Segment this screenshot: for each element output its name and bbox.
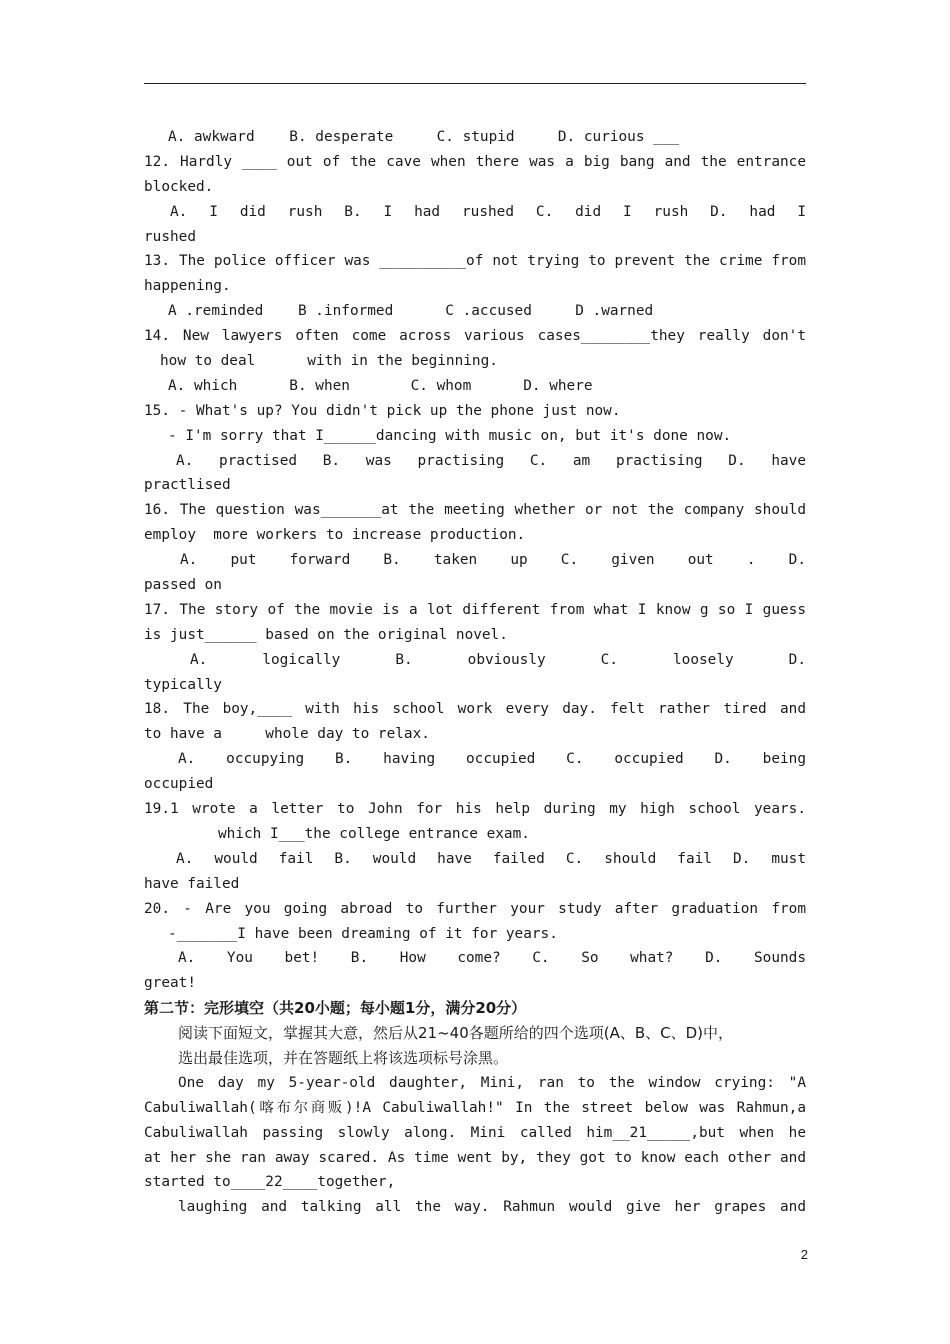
page-number: 2: [800, 1247, 808, 1262]
text-line: - I'm sorry that I______dancing with music on, but it's done now.: [168, 427, 732, 444]
text-line: One day my 5-year-old daughter, Mini, ran to the window crying: "A: [178, 1074, 806, 1091]
text-line: to have a whole day to relax.: [144, 726, 430, 743]
text-line: have failed: [144, 875, 240, 892]
text-line: 12. Hardly ____ out of the cave when there was a big bang and the entrance: [144, 153, 806, 170]
text-line: A. awkward B. desperate C. stupid D. curious ___: [168, 129, 680, 145]
text-line: at her she ran away scared. As time went by, they got to know each other and: [144, 1149, 806, 1166]
text-line: A. would fail B. would have failed C. should fail D. must: [176, 850, 806, 867]
text-line: 17. The story of the movie is a lot different from what I know g so I guess: [144, 601, 806, 618]
text-line: A. which B. when C. whom D. where: [168, 377, 593, 394]
text-line: Cabuliwallah(喀布尔商贩)!A Cabuliwallah!" In the street below was Rahmun,a: [144, 1099, 806, 1116]
text-line: 14. New lawyers often come across various cases________they really don't: [144, 328, 806, 345]
text-line: typically: [144, 676, 222, 693]
text-line: is just______ based on the original novel.: [144, 626, 508, 643]
text-line: 20. - Are you going abroad to further your study after graduation from: [144, 900, 806, 917]
text-line: 第二节：完形填空（共20小题；每小题1分，满分20分）: [144, 999, 527, 1018]
text-line: A. occupying B. having occupied C. occupied D. being: [178, 751, 806, 768]
text-line: passed on: [144, 577, 222, 594]
text-line: 15. - What's up? You didn't pick up the phone just now.: [144, 402, 621, 419]
text-line: which I___the college entrance exam.: [218, 825, 530, 842]
text-line: started to____22____together,: [144, 1174, 396, 1191]
text-line: rushed: [144, 228, 196, 245]
text-line: 16. The question was_______at the meeting whether or not the company should: [144, 502, 806, 519]
text-line: great!: [144, 975, 196, 992]
header-rule: [144, 83, 806, 84]
text-line: A. You bet! B. How come? C. So what? D. Sounds: [178, 950, 806, 967]
text-line: 13. The police officer was __________of not trying to prevent the crime from: [144, 253, 806, 270]
document-body: [144, 125, 806, 1220]
text-line: A .reminded B .informed C .accused D .warned: [168, 303, 654, 320]
text-line: 选出最佳选项，并在答题纸上将该选项标号涂黑。: [178, 1048, 509, 1067]
text-line: 19.1 wrote a letter to John for his help during my high school years.: [144, 801, 806, 818]
text-line: 阅读下面短文，掌握其大意，然后从21~40各题所给的四个选项(A、B、C、D)中，: [178, 1024, 734, 1043]
text-line: practlised: [144, 477, 231, 494]
text-line: blocked.: [144, 178, 214, 195]
text-line: -_______I have been dreaming of it for years.: [168, 925, 558, 942]
text-line: Cabuliwallah passing slowly along. Mini called him__21_____,but when he: [144, 1124, 806, 1141]
text-line: how to deal with in the beginning.: [160, 353, 498, 370]
text-line: happening.: [144, 278, 231, 295]
text-line: A. practised B. was practising C. am practising D. have: [176, 452, 806, 469]
text-line: occupied: [144, 776, 214, 793]
text-line: 18. The boy,____ with his school work every day. felt rather tired and: [144, 701, 806, 718]
text-line: employ more workers to increase production.: [144, 527, 526, 544]
text-line: A. put forward B. taken up C. given out . D.: [180, 552, 806, 569]
text-line: A. I did rush B. I had rushed C. did I rush D. had I: [170, 203, 806, 220]
text-line: laughing and talking all the way. Rahmun would give her grapes and: [178, 1199, 806, 1216]
text-line: A. logically B. obviously C. loosely D.: [190, 651, 806, 668]
